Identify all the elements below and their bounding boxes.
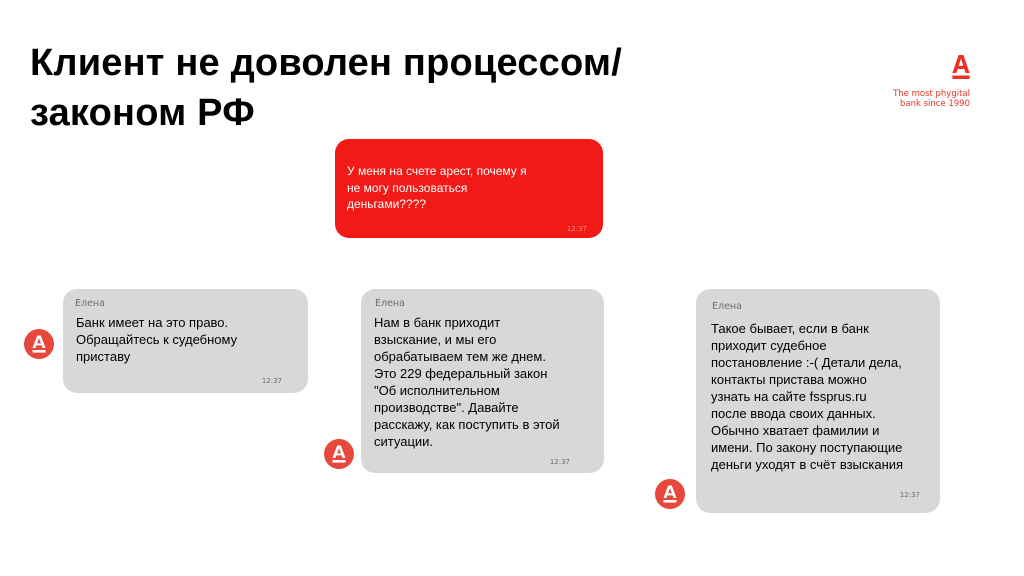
client-message-line: деньгами???? [347, 197, 426, 211]
brand-tagline-line-1: The most phygital [893, 89, 970, 99]
reply-line: Такое бывает, если в банк [711, 321, 869, 336]
reply-line: Обычно хватает фамилии и [711, 423, 880, 438]
alfa-bank-avatar-icon [24, 329, 54, 359]
title-line-1: Клиент не доволен процессом/ [30, 42, 622, 84]
reply-time: 12:37 [549, 458, 570, 466]
page-title [30, 38, 730, 138]
reply-line: имени. По закону поступающие [711, 440, 903, 455]
client-message-bubble [335, 139, 603, 238]
reply-line: после ввода своих данных. [711, 406, 876, 421]
reply-line: "Об исполнительном [374, 383, 500, 398]
brand-block [850, 54, 970, 109]
reply-time: 12:37 [899, 491, 920, 499]
reply-text [711, 320, 903, 473]
reply-line: узнать на сайте fssprus.ru [711, 389, 867, 404]
alfa-bank-avatar-icon [655, 479, 685, 509]
reply-line: контакты пристава можно [711, 372, 867, 387]
alfa-bank-logo-icon [952, 54, 970, 80]
reply-bubble-3 [696, 289, 940, 513]
client-message-line: У меня на счете арест, почему я [347, 164, 527, 178]
title-line-2: законом РФ [30, 92, 255, 134]
reply-line: производстве". Давайте [374, 400, 519, 415]
reply-line: Обращайтесь к судебному [76, 332, 238, 347]
reply-line: Банк имеет на это право. [76, 315, 229, 330]
sender-name: Елена [75, 298, 105, 309]
client-message-line: не могу пользоваться [347, 180, 468, 195]
reply-line: расскажу, как поступить в этой [374, 417, 560, 432]
client-message-text [347, 163, 527, 213]
reply-line: Это 229 федеральный закон [374, 366, 548, 381]
alfa-bank-avatar-icon [324, 439, 354, 469]
reply-bubble-2 [361, 289, 604, 473]
sender-name: Елена [712, 301, 742, 312]
reply-line: обрабатываем тем же днем. [374, 349, 546, 364]
sender-name: Елена [375, 298, 405, 309]
brand-tagline-line-2: bank since 1990 [899, 99, 970, 109]
reply-time: 12:37 [261, 377, 282, 385]
reply-line: постановление :-( Детали дела, [711, 355, 902, 370]
reply-line: приходит судебное [711, 338, 827, 353]
reply-line: ситуации. [374, 434, 434, 449]
reply-bubble-1 [63, 289, 308, 393]
reply-text [76, 314, 237, 365]
reply-line: приставу [76, 349, 131, 364]
client-message-time: 12:37 [566, 225, 587, 233]
reply-line: деньги уходят в счёт взыскания [711, 457, 904, 472]
reply-line: Нам в банк приходит [374, 315, 501, 330]
reply-line: взыскание, и мы его [374, 332, 497, 347]
brand-tagline [850, 89, 970, 109]
reply-text [374, 314, 560, 450]
